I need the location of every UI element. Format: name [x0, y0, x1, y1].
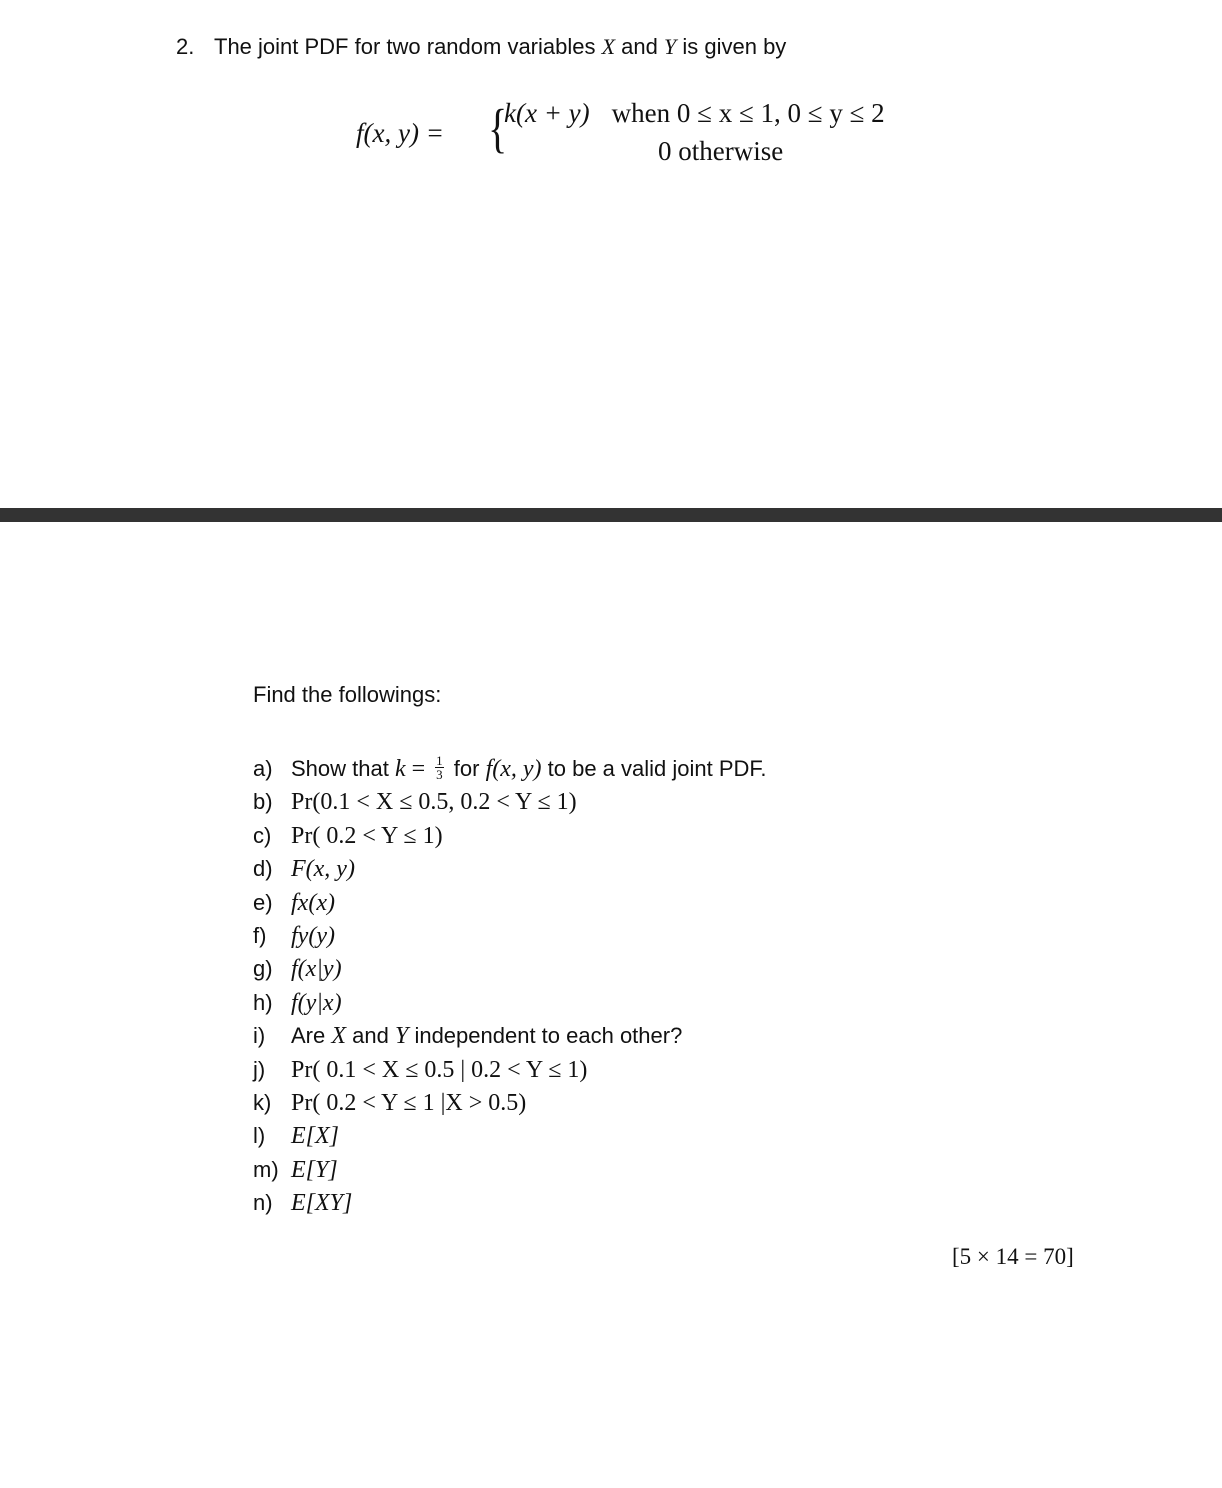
part-e — [253, 886, 767, 919]
part-label: h) — [253, 989, 273, 1015]
part-expression: Pr(0.1 < X ≤ 0.5, 0.2 < Y ≤ 1) — [291, 789, 577, 816]
part-b — [253, 785, 767, 818]
piecewise-brace: { — [488, 97, 508, 159]
part-expression: Pr( 0.2 < Y ≤ 1) — [291, 822, 443, 849]
part-label: j) — [253, 1056, 266, 1082]
question-text-1: The joint PDF for two random variables — [214, 34, 602, 59]
part-a-k: k — [394, 756, 406, 782]
part-label: e) — [253, 889, 273, 915]
part-label: n) — [253, 1190, 273, 1216]
part-m — [253, 1153, 767, 1186]
part-f — [253, 919, 767, 952]
part-expression: fy(y) — [291, 922, 335, 949]
part-expression: F(x, y) — [291, 856, 355, 883]
question-text-2: is given by — [676, 34, 787, 59]
pdf-case-2: 0 otherwise — [658, 136, 784, 166]
part-label: i) — [253, 1023, 266, 1049]
part-i-y: Y — [394, 1023, 409, 1050]
part-expression: Pr( 0.2 < Y ≤ 1 |X > 0.5) — [291, 1089, 527, 1116]
part-a-text-3: to be a valid joint PDF. — [541, 756, 767, 781]
part-a-text-2: for — [447, 756, 486, 781]
pdf-case-1-expr: k(x + y) — [504, 98, 590, 128]
fraction-numerator: 1 — [436, 752, 443, 768]
pdf-case-1 — [504, 98, 885, 129]
question-number: 2. — [176, 34, 195, 59]
part-d — [253, 852, 767, 885]
part-expression: E[X] — [291, 1123, 339, 1150]
part-j — [253, 1053, 767, 1086]
part-i — [253, 1019, 767, 1052]
marks-allocation: [5 × 14 = 70] — [952, 1244, 1074, 1269]
pdf-lhs: f(x, y) = — [356, 118, 444, 148]
part-c — [253, 819, 767, 852]
variable-x: X — [601, 34, 616, 59]
part-expression: Pr( 0.1 < X ≤ 0.5 | 0.2 < Y ≤ 1) — [291, 1056, 588, 1083]
part-n — [253, 1186, 767, 1219]
part-label: a) — [253, 756, 273, 781]
part-label: f) — [253, 922, 267, 948]
part-label: k) — [253, 1089, 272, 1115]
pdf-case-1-condition: when 0 ≤ x ≤ 1, 0 ≤ y ≤ 2 — [611, 98, 885, 128]
page-divider — [0, 508, 1222, 522]
part-i-text-2: and — [346, 1023, 395, 1049]
part-l — [253, 1119, 767, 1152]
variable-y: Y — [664, 34, 677, 59]
part-expression: fx(x) — [291, 889, 335, 916]
one-third-fraction — [435, 754, 444, 781]
part-label: m) — [253, 1156, 279, 1182]
fraction-denominator: 3 — [436, 766, 443, 782]
part-a — [253, 752, 767, 785]
part-expression: f(y|x) — [291, 989, 342, 1016]
part-a-text-1: Show that — [291, 756, 395, 781]
part-expression: E[XY] — [291, 1190, 353, 1217]
part-a-equals: = — [405, 756, 432, 782]
part-a-fxy: f(x, y) — [485, 756, 542, 782]
part-h — [253, 986, 767, 1019]
part-label: l) — [253, 1123, 266, 1149]
question-text-and: and — [615, 34, 664, 59]
part-i-x: X — [331, 1023, 347, 1050]
parts-list — [253, 752, 767, 1219]
part-expression: E[Y] — [291, 1156, 338, 1183]
part-k — [253, 1086, 767, 1119]
part-g — [253, 952, 767, 985]
question-statement — [176, 32, 786, 62]
part-label: c) — [253, 822, 272, 848]
part-i-text-1: Are — [291, 1023, 332, 1049]
part-label: g) — [253, 956, 273, 982]
part-i-text-3: independent to each other? — [408, 1023, 683, 1049]
part-expression: f(x|y) — [291, 956, 342, 983]
part-label: b) — [253, 789, 273, 815]
find-heading: Find the followings: — [253, 682, 442, 707]
part-label: d) — [253, 856, 273, 882]
